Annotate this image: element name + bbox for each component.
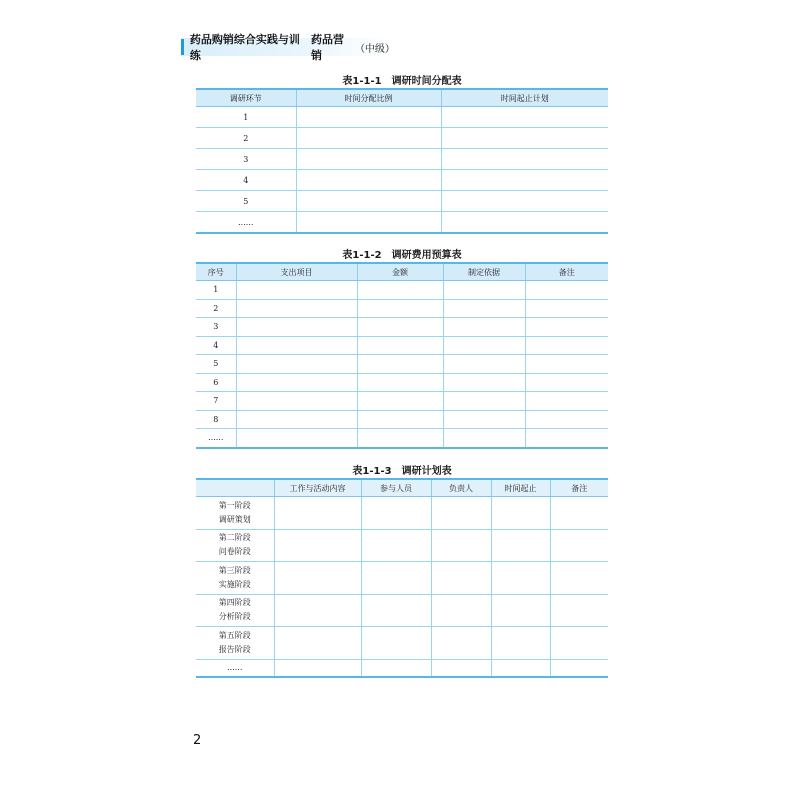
row-label: 4 (196, 170, 296, 191)
table-cell (236, 410, 357, 429)
table-cell (236, 392, 357, 411)
table-cell (274, 562, 361, 595)
table-cell (550, 497, 608, 530)
table-cell (491, 497, 550, 530)
column-header: 时间起止计划 (441, 89, 608, 107)
table-cell (361, 497, 431, 530)
stage-label (196, 529, 274, 562)
table-caption-2 (196, 246, 608, 261)
table-cell (550, 659, 608, 677)
table-row (196, 318, 608, 337)
table-cell (274, 594, 361, 627)
table-cell (357, 355, 443, 374)
table-cell (491, 594, 550, 627)
table-header-row (196, 263, 608, 281)
table-cell (236, 318, 357, 337)
table-cell (357, 299, 443, 318)
table-cell (525, 410, 608, 429)
table-header-row (196, 89, 608, 107)
table-row (196, 299, 608, 318)
row-label: 6 (196, 373, 236, 392)
table-cell (296, 149, 441, 170)
table-cell (431, 659, 491, 677)
row-label: 2 (196, 299, 236, 318)
table-row (196, 128, 608, 149)
table-cell (236, 299, 357, 318)
table-row (196, 149, 608, 170)
row-label: 1 (196, 107, 296, 128)
stage-label (196, 627, 274, 660)
table-row (196, 107, 608, 128)
column-header: 序号 (196, 263, 236, 281)
table-caption-3 (196, 462, 608, 477)
table-cell (443, 410, 525, 429)
stage-label (196, 497, 274, 530)
table-cell (525, 355, 608, 374)
column-header: 工作与活动内容 (274, 479, 361, 497)
table-cell (443, 355, 525, 374)
table-cell (550, 562, 608, 595)
stage-label (196, 594, 274, 627)
header-accent-bar (181, 39, 184, 55)
table-cell (550, 529, 608, 562)
table-row (196, 529, 608, 562)
table-cell (236, 373, 357, 392)
table-cell (236, 429, 357, 448)
table-cell (525, 318, 608, 337)
table-cell (361, 594, 431, 627)
stage-desc: 报告阶段 (218, 644, 251, 654)
table-cell (441, 149, 608, 170)
table-cell (296, 107, 441, 128)
table-number: 表1-1-3 (352, 466, 392, 477)
table-cell (357, 281, 443, 300)
table-cell (361, 529, 431, 562)
row-label: 2 (196, 128, 296, 149)
row-label: 4 (196, 336, 236, 355)
table-cell (361, 659, 431, 677)
table-cell (491, 627, 550, 660)
table-cell (431, 627, 491, 660)
table-cell (443, 429, 525, 448)
table-cell (443, 281, 525, 300)
table-cell (361, 627, 431, 660)
table-cell (431, 529, 491, 562)
column-header: 备注 (525, 263, 608, 281)
table-caption-1 (196, 72, 608, 87)
table-row (196, 659, 608, 677)
row-label: ...... (196, 212, 296, 234)
stage-desc: 调研策划 (218, 514, 251, 524)
column-header (196, 479, 274, 497)
stage-name: 第二阶段 (218, 533, 251, 543)
table-cell (441, 107, 608, 128)
row-label: 5 (196, 191, 296, 212)
row-label: ...... (196, 659, 274, 677)
table-row (196, 429, 608, 448)
table-cell (441, 128, 608, 149)
row-label: 7 (196, 392, 236, 411)
table-cell (550, 594, 608, 627)
row-label: ...... (196, 429, 236, 448)
table-row (196, 410, 608, 429)
table-cell (443, 318, 525, 337)
table-cell (441, 191, 608, 212)
running-header (181, 33, 395, 62)
column-header: 制定依据 (443, 263, 525, 281)
table-cell (525, 336, 608, 355)
table-cell (443, 392, 525, 411)
table-cell (236, 281, 357, 300)
table-cell (296, 212, 441, 234)
table-cell (491, 659, 550, 677)
table-row (196, 562, 608, 595)
budget-table (196, 262, 608, 449)
table-cell (357, 318, 443, 337)
table-cell (431, 497, 491, 530)
column-header: 负责人 (431, 479, 491, 497)
table-cell (525, 299, 608, 318)
table-cell (296, 191, 441, 212)
table-cell (525, 281, 608, 300)
column-header: 调研环节 (196, 89, 296, 107)
table-cell (491, 562, 550, 595)
table-cell (357, 373, 443, 392)
column-header: 参与人员 (361, 479, 431, 497)
stage-name: 第五阶段 (218, 630, 251, 640)
table-cell (357, 336, 443, 355)
table-cell (441, 170, 608, 191)
table-cell (296, 170, 441, 191)
table-row (196, 191, 608, 212)
stage-desc: 问卷阶段 (218, 547, 251, 557)
table-row (196, 373, 608, 392)
table-row (196, 281, 608, 300)
table-cell (357, 429, 443, 448)
row-label: 1 (196, 281, 236, 300)
table-header-row (196, 479, 608, 497)
table-title: 调研费用预算表 (391, 250, 462, 261)
row-label: 3 (196, 149, 296, 170)
table-cell (274, 627, 361, 660)
table-cell (443, 373, 525, 392)
row-label: 8 (196, 410, 236, 429)
table-title: 调研时间分配表 (391, 76, 462, 87)
column-header: 备注 (550, 479, 608, 497)
table-cell (525, 373, 608, 392)
book-level: （中级） (354, 43, 395, 55)
table-row (196, 627, 608, 660)
table-row (196, 594, 608, 627)
stage-name: 第四阶段 (218, 598, 251, 608)
table-cell (274, 659, 361, 677)
book-title: 药品购销综合实践与训练 (189, 33, 300, 62)
table-cell (296, 128, 441, 149)
table-cell (431, 562, 491, 595)
table-cell (525, 392, 608, 411)
table-number: 表1-1-1 (342, 76, 382, 87)
column-header: 支出项目 (236, 263, 357, 281)
table-cell (274, 529, 361, 562)
table-row (196, 392, 608, 411)
table-row (196, 355, 608, 374)
table-cell (443, 336, 525, 355)
stage-name: 第三阶段 (218, 565, 251, 575)
table-row (196, 170, 608, 191)
table-row (196, 212, 608, 234)
stage-label (196, 562, 274, 595)
time-allocation-table (196, 88, 608, 234)
stage-desc: 分析阶段 (218, 612, 251, 622)
page-number: 2 (193, 733, 202, 748)
table-cell (441, 212, 608, 234)
book-subtitle: 药品营销 (311, 33, 345, 62)
table-cell (236, 355, 357, 374)
table-cell (525, 429, 608, 448)
column-header: 金额 (357, 263, 443, 281)
table-cell (443, 299, 525, 318)
research-plan-table (196, 478, 608, 678)
table-cell (357, 392, 443, 411)
table-row (196, 336, 608, 355)
table-cell (274, 497, 361, 530)
table-cell (361, 562, 431, 595)
table-cell (236, 336, 357, 355)
table-cell (357, 410, 443, 429)
stage-desc: 实施阶段 (218, 579, 251, 589)
row-label: 5 (196, 355, 236, 374)
column-header: 时间起止 (491, 479, 550, 497)
table-cell (550, 627, 608, 660)
row-label: 3 (196, 318, 236, 337)
table-number: 表1-1-2 (342, 250, 382, 261)
table-cell (431, 594, 491, 627)
stage-name: 第一阶段 (218, 500, 251, 510)
column-header: 时间分配比例 (296, 89, 441, 107)
table-row (196, 497, 608, 530)
table-cell (491, 529, 550, 562)
table-title: 调研计划表 (401, 466, 452, 477)
